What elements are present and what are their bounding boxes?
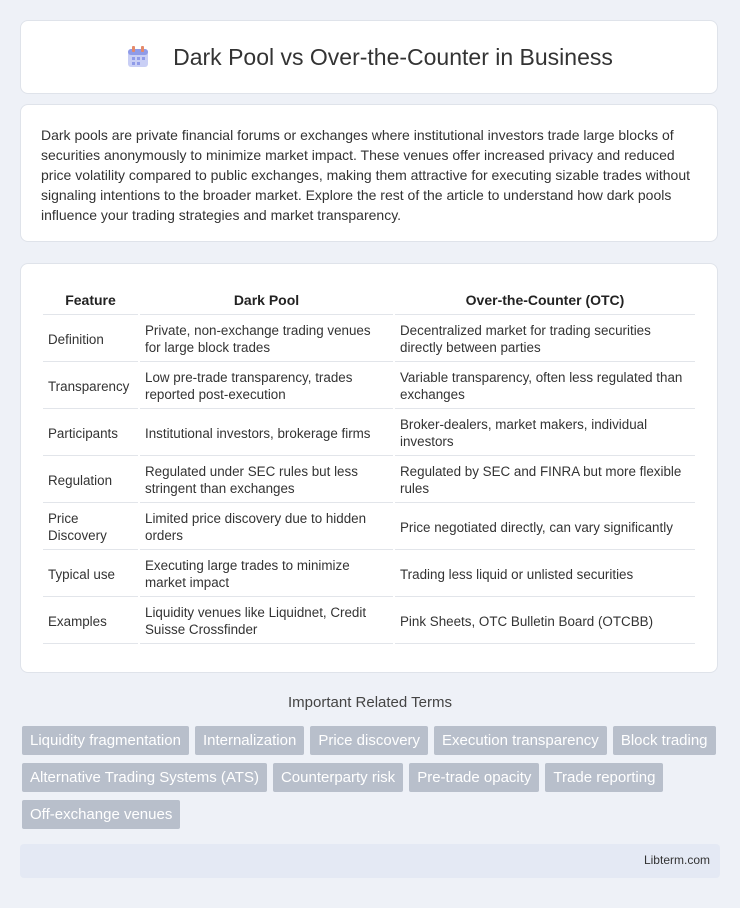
row-feature: Typical use (43, 552, 138, 597)
row-dark-pool: Institutional investors, brokerage firms (140, 411, 393, 456)
row-otc: Trading less liquid or unlisted securities (395, 552, 695, 597)
table-row (43, 317, 695, 362)
comparison-table (41, 284, 697, 646)
row-feature: Price Discovery (43, 505, 138, 550)
title-card (20, 20, 718, 94)
page-title: Dark Pool vs Over-the-Counter in Business (173, 43, 613, 70)
row-otc: Decentralized market for trading securities directly between parties (395, 317, 695, 362)
table-header-row (43, 286, 695, 315)
calendar-icon (125, 44, 151, 70)
tag-item[interactable]: Off-exchange venues (22, 800, 180, 829)
table-row (43, 364, 695, 409)
table-row (43, 505, 695, 550)
row-feature: Regulation (43, 458, 138, 503)
tag-item[interactable]: Pre-trade opacity (409, 763, 539, 792)
table-card (20, 263, 718, 673)
row-otc: Broker-dealers, market makers, individual investors (395, 411, 695, 456)
related-terms-list (22, 726, 722, 829)
row-dark-pool: Regulated under SEC rules but less stringent than exchanges (140, 458, 393, 503)
row-feature: Examples (43, 599, 138, 644)
row-dark-pool: Executing large trades to minimize market impact (140, 552, 393, 597)
tag-item[interactable]: Execution transparency (434, 726, 607, 755)
table-row (43, 458, 695, 503)
header-otc: Over-the-Counter (OTC) (395, 286, 695, 315)
row-otc: Pink Sheets, OTC Bulletin Board (OTCBB) (395, 599, 695, 644)
tag-item[interactable]: Counterparty risk (273, 763, 403, 792)
table-row (43, 411, 695, 456)
tag-item[interactable]: Internalization (195, 726, 304, 755)
tag-item[interactable]: Trade reporting (545, 763, 663, 792)
row-feature: Definition (43, 317, 138, 362)
tag-item[interactable]: Alternative Trading Systems (ATS) (22, 763, 267, 792)
header-dark-pool: Dark Pool (140, 286, 393, 315)
tag-item[interactable]: Price discovery (310, 726, 428, 755)
row-dark-pool: Low pre-trade transparency, trades reported post-execution (140, 364, 393, 409)
footer-site-link[interactable]: Libterm.com (643, 853, 710, 867)
row-dark-pool: Limited price discovery due to hidden orders (140, 505, 393, 550)
row-feature: Transparency (43, 364, 138, 409)
row-otc: Price negotiated directly, can vary significantly (395, 505, 695, 550)
related-terms-title: Important Related Terms (288, 694, 452, 711)
table-row (43, 599, 695, 644)
header-feature: Feature (43, 286, 138, 315)
tag-item[interactable]: Liquidity fragmentation (22, 726, 189, 755)
row-dark-pool: Liquidity venues like Liquidnet, Credit Suisse Crossfinder (140, 599, 393, 644)
row-otc: Variable transparency, often less regulated than exchanges (395, 364, 695, 409)
row-otc: Regulated by SEC and FINRA but more flexible rules (395, 458, 695, 503)
footer (20, 844, 720, 878)
tag-item[interactable]: Block trading (613, 726, 716, 755)
row-dark-pool: Private, non-exchange trading venues for large block trades (140, 317, 393, 362)
intro-text: Dark pools are private financial forums or exchanges where institutional investors trade large blocks of securities anonymously to minimize market impact. These venues offer increased privacy and reduced price volatility compared to public exchanges, making them attractive for executing sizable trades without signaling intentions to the broader market. Explore the rest of the article to understand how dark pools influence your trading strategies and market transparency. (41, 127, 690, 223)
intro-card (20, 104, 718, 242)
table-row (43, 552, 695, 597)
row-feature: Participants (43, 411, 138, 456)
